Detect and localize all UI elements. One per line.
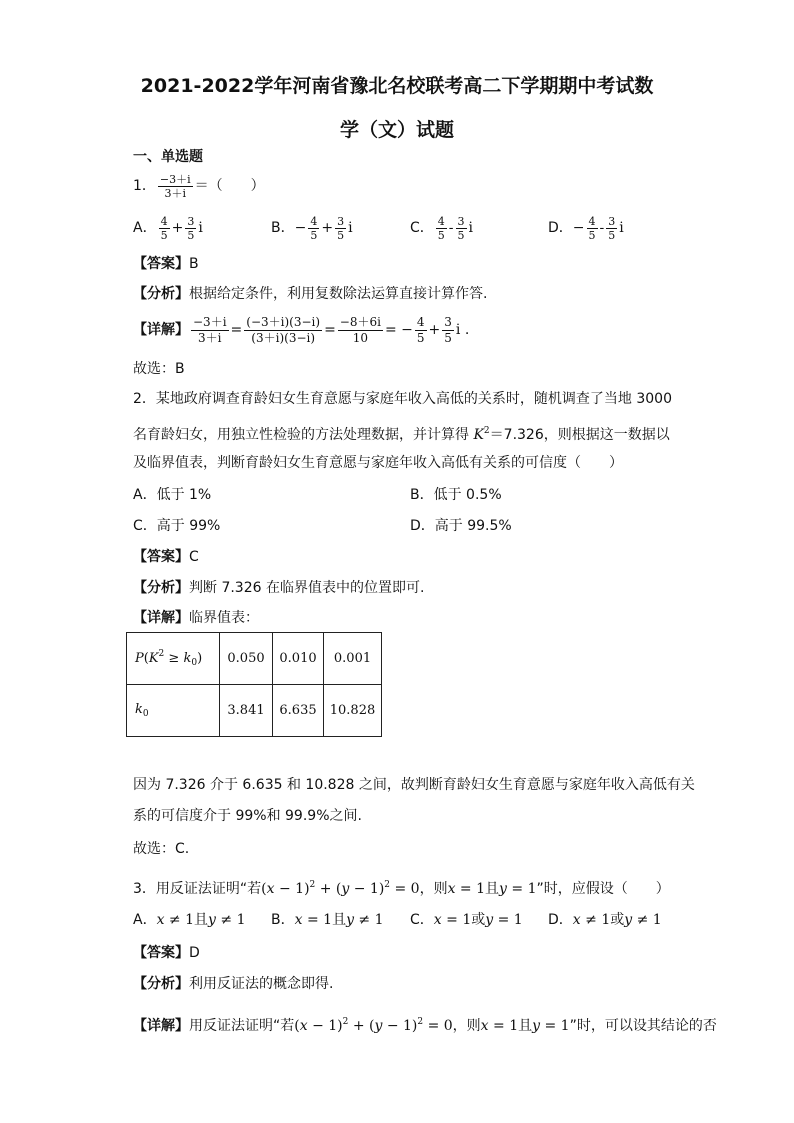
denominator: 5 — [457, 228, 465, 242]
numerator: 4 — [437, 214, 445, 228]
q1-option-a[interactable]: A． $\frac{4}{5}$ + $\frac{3}{5}$ i — [133, 214, 203, 242]
numerator: 4 — [160, 214, 168, 228]
numerator: −8＋6i — [339, 314, 381, 329]
detail-text: ，则 — [452, 1018, 481, 1034]
denominator: 5 — [437, 228, 445, 242]
q3-analysis — [133, 975, 333, 993]
numerator: −3＋i — [159, 172, 191, 186]
analysis-label: 【分析】 — [133, 286, 189, 302]
q1-analysis — [133, 285, 487, 303]
critical-value-table — [126, 632, 382, 737]
numerator: 3 — [608, 214, 616, 228]
detail-text: 用反证法证明“若 — [189, 1018, 295, 1034]
fraction — [442, 315, 454, 346]
q1-option-d[interactable]: D． − $\frac{4}{5}$ - $\frac{3}{5}$ i — [548, 214, 624, 242]
fraction — [338, 315, 383, 346]
minus-sign: − — [572, 220, 585, 236]
table-cell: 6.635 — [273, 685, 324, 737]
q2-stem-line1: 2．某地政府调查育龄妇女生育意愿与家庭年收入高低的关系时，随机调查了当地 3000 — [133, 391, 672, 407]
denominator: 3＋i — [164, 186, 187, 200]
analysis-text: 根据给定条件，利用复数除法运算直接计算作答. — [189, 286, 488, 302]
q1-answer — [133, 255, 199, 273]
q2-option-a[interactable]: A．低于 1% — [133, 487, 212, 503]
detail-label: 【详解】 — [133, 610, 189, 626]
fraction — [191, 315, 229, 346]
stem-text: 名育龄妇女，用独立性检验的方法处理数据，并计算得 — [133, 427, 469, 443]
denominator: 5 — [337, 228, 345, 242]
q2-explanation-line1: 因为 7.326 介于 6.635 和 10.828 之间，故判断育龄妇女生育意愿与家庭年收入高低有关 — [133, 777, 695, 793]
answer-value: C — [189, 549, 199, 565]
table-header-cell: $k_0$ — [127, 685, 220, 737]
answer-label: 【答案】 — [133, 549, 189, 565]
option-label: A． — [133, 912, 157, 928]
numerator: 3 — [444, 314, 452, 329]
q3-option-a[interactable]: A．x ≠ 1且y ≠ 1 — [133, 912, 246, 928]
numerator: 4 — [416, 314, 425, 329]
q2-stem-line3: 及临界值表，判断育龄妇女生育意愿与家庭年收入高低有关系的可信度（ ） — [133, 455, 623, 471]
q2-option-c[interactable]: C．高于 99% — [133, 518, 221, 534]
option-label: B． — [271, 220, 295, 236]
option-label: C． — [410, 912, 434, 928]
table-cell: 0.050 — [220, 633, 273, 685]
question-number: 1． — [133, 178, 156, 194]
q1-detail: 【详解】 $\frac{-3+i}{3+i}$ = $\frac{(-3+i)(3-i)}{(3+i)(3-i)}$ = $\frac{-8+6i}{10}$ = − $\frac{4}{5}$ + $\frac{3}{5}$ i . — [133, 314, 470, 345]
denominator: 5 — [416, 330, 425, 345]
numerator: 3 — [457, 214, 465, 228]
q3-stem: 3．用反证法证明“若$(x - 1)^2 + (y - 1)^2 = 0$，则x = 1且y = 1”时，应假设（ ） — [133, 880, 670, 897]
q2-detail — [133, 609, 259, 627]
fraction — [158, 173, 193, 200]
analysis-text: 判断 7.326 在临界值表中的位置即可. — [189, 580, 425, 596]
fraction — [159, 215, 170, 242]
option-join: 且 — [332, 912, 347, 928]
stem-text: 且 — [485, 881, 500, 897]
numerator: 4 — [310, 214, 318, 228]
answer-label: 【答案】 — [133, 945, 189, 961]
fraction — [185, 215, 196, 242]
q2-choose — [133, 840, 189, 858]
q2-option-b[interactable]: B．低于 0.5% — [410, 487, 502, 503]
q3-option-d[interactable]: D．x ≠ 1或y ≠ 1 — [548, 912, 662, 928]
stem-text: ＝7.326，则根据这一数据以 — [489, 427, 670, 443]
choose-label: 故选： — [133, 361, 175, 377]
answer-value: D — [189, 945, 200, 961]
q1-option-b[interactable]: B． − $\frac{4}{5}$ + $\frac{3}{5}$ i — [271, 214, 353, 242]
denominator: 5 — [187, 228, 195, 242]
detail-text: 临界值表： — [189, 610, 259, 626]
denominator: 5 — [588, 228, 596, 242]
q3-answer — [133, 944, 200, 962]
table-cell: 0.010 — [273, 633, 324, 685]
numerator: 3 — [337, 214, 345, 228]
stem-tail: ＝（ ） — [194, 178, 265, 194]
option-label: D． — [548, 220, 573, 236]
analysis-text: 利用反证法的概念即得. — [189, 976, 334, 992]
stem-text: 3．用反证法证明“若 — [133, 881, 262, 897]
fraction — [587, 215, 598, 242]
denominator: 5 — [608, 228, 616, 242]
option-label: B． — [271, 912, 295, 928]
fraction — [244, 315, 322, 346]
option-label: C． — [410, 220, 434, 236]
q3-option-c[interactable]: C．x = 1或y = 1 — [410, 912, 523, 928]
q2-analysis — [133, 579, 424, 597]
denominator: 10 — [352, 330, 369, 345]
choose-value: C. — [175, 841, 190, 857]
option-label: D． — [548, 912, 573, 928]
detail-label: 【详解】 — [133, 1018, 189, 1034]
table-cell: 3.841 — [220, 685, 273, 737]
numerator: 3 — [187, 214, 195, 228]
q2-option-d[interactable]: D．高于 99.5% — [410, 518, 512, 534]
q1-choose — [133, 360, 185, 378]
numerator: −3＋i — [193, 314, 227, 329]
q3-option-b[interactable]: B．x = 1且y ≠ 1 — [271, 912, 384, 928]
denominator: (3＋i)(3−i) — [251, 330, 316, 345]
fraction — [436, 215, 447, 242]
denominator: 3＋i — [198, 330, 222, 345]
page-title: 2021-2022学年河南省豫北名校联考高二下学期期中考试数 — [140, 75, 654, 97]
denominator: 5 — [160, 228, 168, 242]
detail-label: 【详解】 — [133, 322, 189, 338]
answer-value: B — [189, 256, 199, 272]
table-row — [127, 685, 382, 737]
detail-text: 且 — [518, 1018, 533, 1034]
choose-value: B — [175, 361, 185, 377]
option-join: 或 — [471, 912, 486, 928]
table-cell: 0.001 — [324, 633, 382, 685]
q2-explanation-line2: 系的可信度介于 99%和 99.9%之间. — [133, 808, 362, 824]
q1-option-c[interactable]: C． $\frac{4}{5}$ - $\frac{3}{5}$ i — [410, 214, 473, 242]
section-heading: 一、单选题 — [133, 149, 203, 165]
page-title-line2: 学（文）试题 — [339, 119, 454, 141]
option-join: 且 — [194, 912, 209, 928]
detail-text: ”时，可以设其结论的否 — [569, 1018, 717, 1034]
fraction — [456, 215, 467, 242]
fraction — [415, 315, 427, 346]
q3-detail: 【详解】用反证法证明“若$(x - 1)^2 + (y - 1)^2 = 0$，则x = 1且y = 1”时，可以设其结论的否 — [133, 1017, 717, 1034]
analysis-label: 【分析】 — [133, 976, 189, 992]
table-row — [127, 633, 382, 685]
table-header-cell: $P(K^2 \ge k_0)$ — [127, 633, 220, 685]
analysis-label: 【分析】 — [133, 580, 189, 596]
option-join: 或 — [610, 912, 625, 928]
denominator: 5 — [310, 228, 318, 242]
fraction — [606, 215, 617, 242]
question-1-stem — [133, 168, 265, 204]
stem-text: ”时，应假设（ ） — [536, 881, 670, 897]
answer-label: 【答案】 — [133, 256, 189, 272]
numerator: (−3＋i)(3−i) — [246, 314, 321, 329]
fraction — [308, 215, 319, 242]
q2-stem-line2: 名育龄妇女，用独立性检验的方法处理数据，并计算得 $K^2=7.326$，则根据这一数据以 — [133, 426, 670, 443]
stem-text: ，则 — [419, 881, 448, 897]
denominator: 5 — [444, 330, 452, 345]
minus-sign: − — [294, 220, 307, 236]
option-label: A． — [133, 220, 157, 236]
numerator: 4 — [588, 214, 596, 228]
table-cell: 10.828 — [324, 685, 382, 737]
fraction — [335, 215, 346, 242]
q2-answer — [133, 548, 199, 566]
choose-label: 故选： — [133, 841, 175, 857]
